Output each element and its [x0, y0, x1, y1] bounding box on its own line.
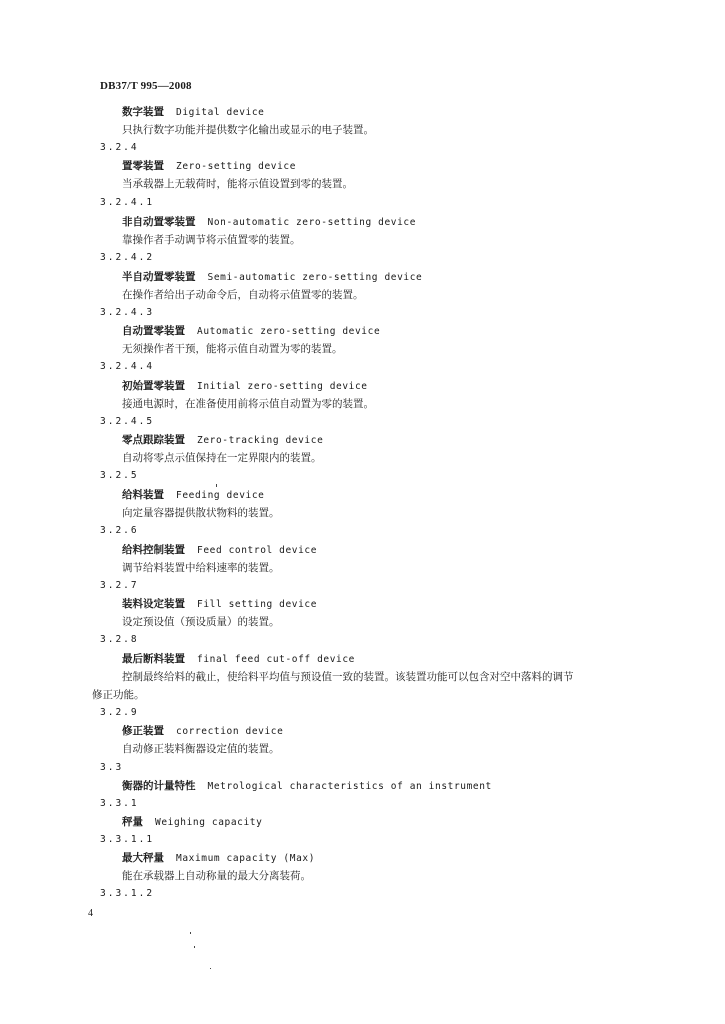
term-english: Initial zero-setting device [197, 381, 368, 392]
clause-number: 3.3 [100, 762, 124, 773]
term-english: Metrological characteristics of an instrument [207, 781, 492, 792]
term-definition: 无须操作者干预，能将示值自动置为零的装置。 [122, 343, 343, 355]
term-chinese: 置零装置 [122, 160, 164, 172]
term-english: Fill setting device [197, 599, 318, 610]
term-definition: 在操作者给出子动命令后，自动将示值置零的装置。 [122, 289, 364, 301]
term-chinese: 半自动置零装置 [122, 271, 196, 283]
clause-number: 3.2.4.5 [100, 416, 155, 427]
term-english: Semi-automatic zero-setting device [207, 272, 423, 283]
scan-speck [216, 484, 217, 487]
scan-speck [210, 968, 211, 969]
term-definition: 向定量容器提供散状物料的装置。 [122, 507, 280, 519]
clause-number: 3.2.6 [100, 525, 139, 536]
term-chinese: 初始置零装置 [122, 380, 185, 392]
term-definition: 控制最终给料的截止，使给料平均值与预设值一致的装置。该装置功能可以包含对空中落料的调节 [122, 671, 574, 683]
term-definition-continuation: 修正功能。 [92, 689, 145, 701]
term-chinese: 衡器的计量特性 [122, 780, 196, 792]
term-english: Zero-tracking device [197, 435, 324, 446]
term-heading [122, 215, 416, 230]
clause-number: 3.3.1.1 [100, 834, 155, 845]
term-english: Zero-setting device [176, 161, 297, 172]
term-chinese: 非自动置零装置 [122, 216, 196, 228]
term-english: Feeding device [176, 490, 265, 501]
scan-speck [190, 932, 191, 934]
term-definition: 靠操作者手动调节将示值置零的装置。 [122, 234, 301, 246]
term-english: Feed control device [197, 545, 318, 556]
term-chinese: 最后断料装置 [122, 653, 185, 665]
term-heading [122, 433, 323, 448]
term-heading [122, 324, 380, 339]
term-definition: 自动将零点示值保持在一定界限内的装置。 [122, 452, 322, 464]
term-english: Non-automatic zero-setting device [207, 217, 417, 228]
term-chinese: 自动置零装置 [122, 325, 185, 337]
term-definition: 调节给料装置中给料速率的装置。 [122, 562, 280, 574]
clause-number: 3.2.4.2 [100, 252, 155, 263]
term-heading [122, 105, 264, 120]
clause-number: 3.2.8 [100, 634, 139, 645]
term-definition: 自动修正装料衡器设定值的装置。 [122, 743, 280, 755]
clause-number: 3.2.4.1 [100, 197, 155, 208]
term-heading [122, 851, 315, 866]
term-heading [122, 779, 492, 794]
term-heading [122, 270, 422, 285]
term-chinese: 秤量 [122, 816, 143, 828]
clause-number: 3.2.5 [100, 470, 139, 481]
term-chinese: 修正装置 [122, 725, 164, 737]
term-heading [122, 652, 355, 667]
term-definition: 只执行数字功能并提供数字化输出或显示的电子装置。 [122, 124, 374, 136]
page-number: 4 [88, 908, 93, 919]
clause-number: 3.3.1 [100, 798, 139, 809]
term-definition: 能在承载器上自动称量的最大分离装荷。 [122, 870, 311, 882]
clause-number: 3.2.4 [100, 142, 139, 153]
term-english: Maximum capacity (Max) [176, 853, 316, 864]
term-heading [122, 597, 317, 612]
term-chinese: 最大秤量 [122, 852, 164, 864]
term-chinese: 装料设定装置 [122, 598, 185, 610]
term-english: correction device [176, 726, 284, 737]
term-english: Weighing capacity [155, 817, 263, 828]
clause-number: 3.3.1.2 [100, 888, 155, 899]
term-heading [122, 543, 317, 558]
term-english: final feed cut-off device [197, 654, 355, 665]
scan-speck [194, 946, 195, 948]
term-chinese: 给料控制装置 [122, 544, 185, 556]
term-heading [122, 159, 296, 174]
term-chinese: 给料装置 [122, 489, 164, 501]
term-chinese: 数字装置 [122, 106, 164, 118]
clause-number: 3.2.4.3 [100, 307, 155, 318]
term-definition: 设定预设值（预设质量）的装置。 [122, 616, 280, 628]
term-heading [122, 724, 283, 739]
term-definition: 接通电源时，在准备使用前将示值自动置为零的装置。 [122, 398, 374, 410]
clause-number: 3.2.4.4 [100, 361, 155, 372]
clause-number: 3.2.7 [100, 580, 139, 591]
term-definition: 当承载器上无载荷时，能将示值设置到零的装置。 [122, 178, 353, 190]
term-english: Digital device [176, 107, 265, 118]
term-english: Automatic zero-setting device [197, 326, 381, 337]
term-heading [122, 488, 264, 503]
term-heading [122, 379, 368, 394]
clause-number: 3.2.9 [100, 707, 139, 718]
term-chinese: 零点跟踪装置 [122, 434, 185, 446]
standard-header: DB37/T 995—2008 [100, 80, 192, 92]
term-heading [122, 815, 262, 830]
